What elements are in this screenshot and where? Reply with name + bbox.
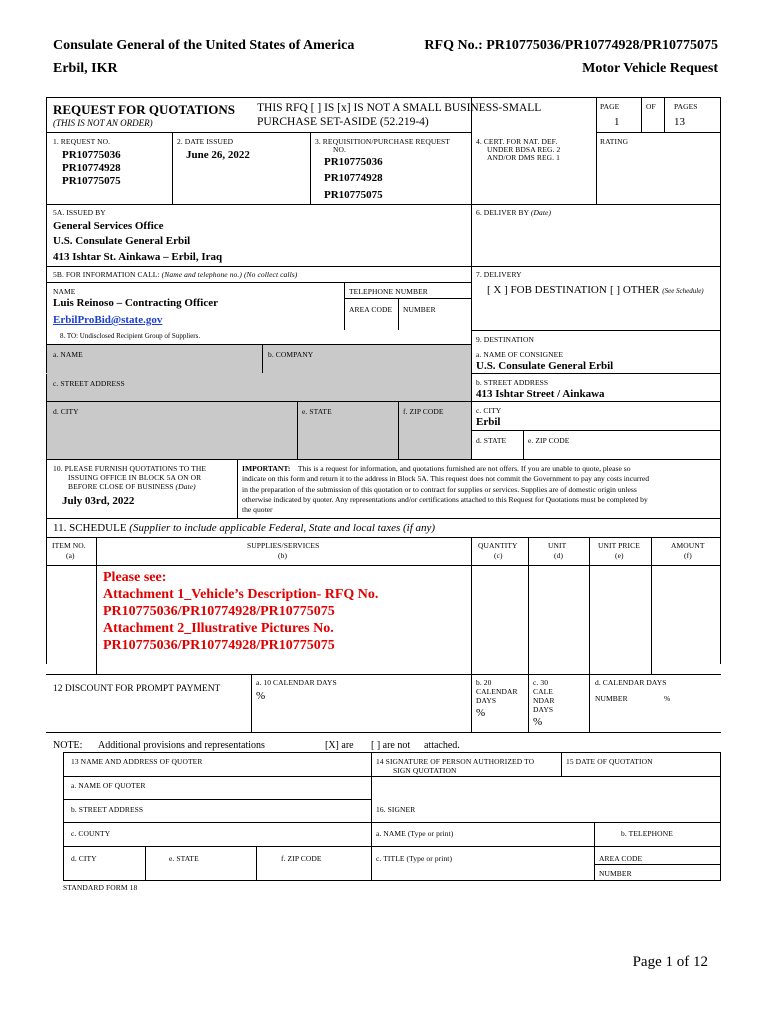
page-label: PAGE: [600, 102, 620, 111]
block3-label-2: NO.: [333, 145, 347, 154]
form-subtitle: (THIS IS NOT AN ORDER): [53, 118, 153, 128]
block4-label-3: AND/OR DMS REG. 1: [487, 153, 560, 162]
requisition-no-3: PR10775075: [324, 189, 383, 201]
discount-b-pct: %: [476, 707, 486, 719]
request-no-3: PR10775075: [62, 175, 121, 187]
block5a-label: 5A. ISSUED BY: [53, 208, 106, 217]
discount-d-pct: %: [664, 694, 671, 703]
state-label: d. STATE: [476, 436, 507, 445]
of-label: OF: [646, 102, 656, 111]
destination-city: Erbil: [476, 416, 501, 428]
destination-street: 413 Ishtar Street / Ainkawa: [476, 388, 605, 400]
schedule-title: 11. SCHEDULE (Supplier to include applicable Federal, State and local taxes (if any): [53, 522, 436, 534]
block14-label: 14 SIGNATURE OF PERSON AUTHORIZED TO: [376, 757, 535, 766]
are-attached-option[interactable]: [X] are: [325, 740, 354, 751]
block10-line1: 10. PLEASE FURNISH QUOTATIONS TO THE: [53, 464, 207, 473]
contact-email-link[interactable]: ErbilProBid@state.gov: [53, 314, 163, 326]
col-quantity: QUANTITY: [478, 541, 518, 550]
col-unit: UNIT: [548, 541, 567, 550]
are-not-attached-option[interactable]: [ ] are not: [371, 740, 411, 751]
quote-due-date: July 03rd, 2022: [62, 495, 135, 507]
block8-state: e. STATE: [302, 407, 332, 416]
block1-label: 1. REQUEST NO.: [53, 137, 111, 146]
block4-label: 4. CERT. FOR NAT. DEF.: [476, 137, 558, 146]
area-code-label: AREA CODE: [349, 305, 393, 314]
rating-label: RATING: [600, 137, 629, 146]
discount-c-pct: %: [533, 716, 543, 728]
signer-telephone-label: b. TELEPHONE: [621, 829, 673, 838]
block8-company: b. COMPANY: [268, 350, 314, 359]
setaside-line2: PURCHASE SET-ASIDE (52.219-4): [257, 116, 429, 128]
block8-zip: f. ZIP CODE: [403, 407, 444, 416]
street-label: b. STREET ADDRESS: [476, 378, 549, 387]
contact-name: Luis Reinoso – Contracting Officer: [53, 297, 218, 309]
block5b-label: 5B. FOR INFORMATION CALL: (Name and telephone no.) (No collect calls): [53, 270, 298, 279]
block2-label: 2. DATE ISSUED: [177, 137, 234, 146]
block8-label: 8. TO: Undisclosed Recipient Group of Suppliers.: [60, 332, 201, 340]
signer-title-label: c. TITLE (Type or print): [376, 854, 453, 863]
block6-label: 6. DELIVER BY (Date): [476, 208, 552, 217]
page-number: 1: [614, 116, 620, 128]
issued-by-line3: 413 Ishtar St. Ainkawa – Erbil, Iraq: [53, 251, 223, 263]
block13-label: 13 NAME AND ADDRESS OF QUOTER: [71, 757, 203, 766]
name-label: NAME: [53, 287, 76, 296]
quoter-name-label: a. NAME OF QUOTER: [71, 781, 146, 790]
page-total: 13: [674, 116, 685, 128]
quoter-county-label: c. COUNTY: [71, 829, 111, 838]
signer-area-code-label: AREA CODE: [599, 854, 643, 863]
col-amount-sub: (f): [684, 551, 692, 560]
number-label: NUMBER: [403, 305, 436, 314]
quoter-street-label: b. STREET ADDRESS: [71, 805, 144, 814]
col-amount: AMOUNT: [671, 541, 705, 550]
col-supplies: SUPPLIES/SERVICES: [247, 541, 320, 550]
block9-label: 9. DESTINATION: [476, 335, 535, 344]
other-delivery-option[interactable]: [ ] OTHER (See Schedule): [610, 284, 704, 296]
block10-line2: ISSUING OFFICE IN BLOCK 5A ON OR: [68, 473, 202, 482]
note-label: NOTE:: [53, 740, 83, 751]
header-subject: Motor Vehicle Request: [582, 61, 718, 76]
zip-label: e. ZIP CODE: [528, 436, 570, 445]
block8-name: a. NAME: [53, 350, 83, 359]
schedule-content: Please see: Attachment 1_Vehicle’s Description- RFQ No. PR10775036/PR10774928/PR10775075 Attachment 2_Illustrative Pictures No. PR10775036/PR10774928/PR10775075: [103, 570, 379, 653]
signer-number-label: NUMBER: [599, 869, 632, 878]
request-no-1: PR10775036: [62, 149, 121, 161]
block14-label-2: SIGN QUOTATION: [393, 766, 457, 775]
discount-d: d. CALENDAR DAYS: [595, 678, 667, 687]
fob-destination-option[interactable]: [ X ] FOB DESTINATION: [487, 284, 607, 296]
telephone-label: TELEPHONE NUMBER: [349, 287, 428, 296]
header-rfq-no: RFQ No.: PR10775036/PR10774928/PR10775075: [424, 38, 718, 53]
block16-label: 16. SIGNER: [376, 805, 416, 814]
standard-form-label: STANDARD FORM 18: [63, 883, 138, 892]
pages-label: PAGES: [674, 102, 698, 111]
col-item-no-sub: (a): [66, 551, 75, 560]
discount-a: a. 10 CALENDAR DAYS: [256, 678, 337, 687]
signer-name-label: a. NAME (Type or print): [376, 829, 454, 838]
col-unit-price: UNIT PRICE: [598, 541, 640, 550]
quoter-zip-label: f. ZIP CODE: [281, 854, 322, 863]
block8-city: d. CITY: [53, 407, 79, 416]
attached-label: attached.: [424, 740, 460, 751]
date-issued: June 26, 2022: [186, 149, 250, 161]
col-item-no: ITEM NO.: [52, 541, 86, 550]
page-footer: Page 1 of 12: [632, 954, 708, 970]
discount-c: c. 30 CALE NDAR DAYS: [533, 678, 555, 714]
requisition-no-1: PR10775036: [324, 156, 383, 168]
quoter-city-label: d. CITY: [71, 854, 97, 863]
important-notice: IMPORTANT: This is a request for information, and quotations furnished are not offers. If you are unable to quote, please so indicate on this form and return it to the address in Block 5A. This request does not commit the Government to pay any costs incurred in the preparation of the submission of this quotation or to contract for supplies or services. Supplies are of domestic origin unless otherwise indicated by quoter. Any representations and/or certifications attached to this Request for Quotations must be completed by the quoter: [242, 464, 650, 515]
issued-by-line1: General Services Office: [53, 220, 164, 232]
discount-label: 12 DISCOUNT FOR PROMPT PAYMENT: [53, 684, 221, 694]
consignee-name: U.S. Consulate General Erbil: [476, 360, 614, 372]
block3-label: 3. REQUISITION/PURCHASE REQUEST: [315, 137, 450, 146]
block4-label-2: UNDER BDSA REG. 2: [487, 145, 561, 154]
block7-label: 7. DELIVERY: [476, 270, 522, 279]
discount-b: b. 20 CALENDAR DAYS: [476, 678, 518, 705]
city-label: c. CITY: [476, 406, 502, 415]
setaside-line1: THIS RFQ [ ] IS [x] IS NOT A SMALL BUSINESS-SMALL: [257, 102, 542, 114]
requisition-no-2: PR10774928: [324, 172, 383, 184]
discount-a-pct: %: [256, 690, 266, 702]
col-unit-price-sub: (e): [615, 551, 624, 560]
block10-line3: BEFORE CLOSE OF BUSINESS (Date): [68, 482, 196, 491]
col-quantity-sub: (c): [494, 551, 503, 560]
form-title: REQUEST FOR QUOTATIONS: [53, 102, 236, 117]
header-location: Erbil, IKR: [53, 61, 118, 76]
consignee-label: a. NAME OF CONSIGNEE: [476, 350, 563, 359]
block8-street: c. STREET ADDRESS: [53, 379, 125, 388]
col-unit-sub: (d): [554, 551, 564, 560]
issued-by-line2: U.S. Consulate General Erbil: [53, 235, 191, 247]
header-consulate: Consulate General of the United States of America: [53, 38, 355, 53]
block15-label: 15 DATE OF QUOTATION: [566, 757, 653, 766]
quoter-state-label: e. STATE: [169, 854, 199, 863]
discount-d-number: NUMBER: [595, 694, 628, 703]
note-text: Additional provisions and representations: [98, 740, 265, 751]
col-supplies-sub: (b): [278, 551, 288, 560]
request-no-2: PR10774928: [62, 162, 121, 174]
